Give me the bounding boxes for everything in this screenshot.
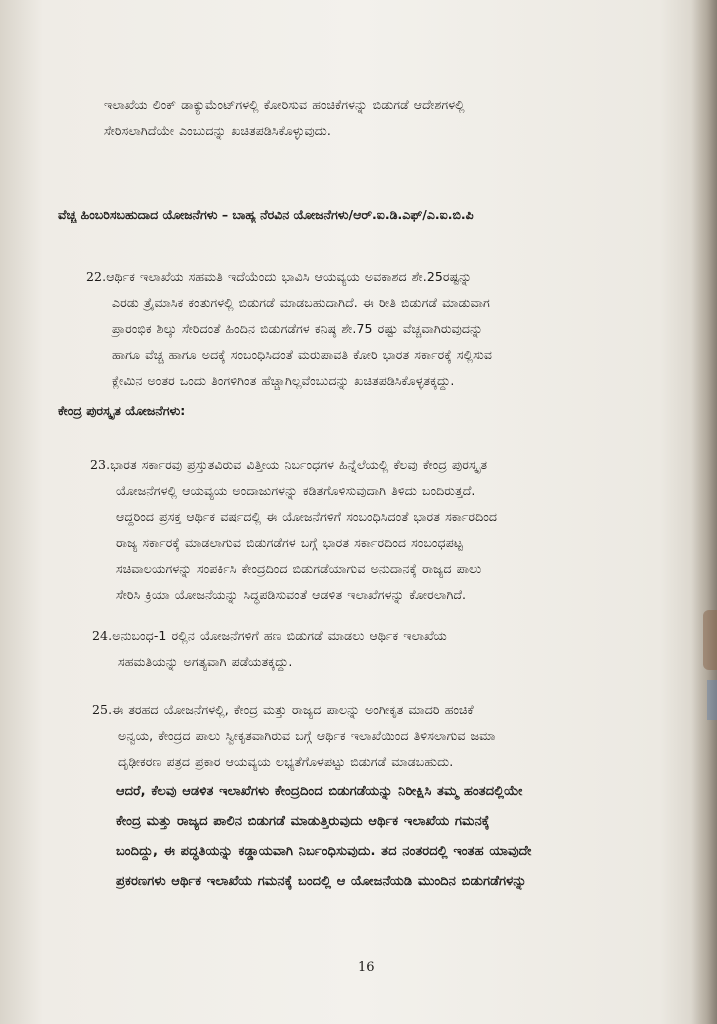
- text-line: ಸಹಮತಿಯನ್ನು ಅಗತ್ಯವಾಗಿ ಪಡೆಯತಕ್ಕದ್ದು.: [118, 654, 293, 669]
- para-number: 25.: [92, 702, 113, 717]
- text-line: ದೃಢೀಕರಣ ಪತ್ರದ ಪ್ರಕಾರ ಆಯವ್ಯಯ ಲಭ್ಯತೆಗೊಳಪಟ್ಟು ಬಿಡುಗಡೆ ಮಾಡಬಹುದು.: [118, 754, 454, 769]
- text-line: ರಾಜ್ಯ ಸರ್ಕಾರಕ್ಕೆ ಮಾಡಲಾಗುವ ಬಿಡುಗಡೆಗಳ ಬಗ್ಗೆ ಭಾರತ ಸರ್ಕಾರದಿಂದ ಸಂಬಂಧಪಟ್ಟ: [116, 535, 463, 550]
- text-line: ಪ್ರಾರಂಭಿಕ ಶಿಲ್ಕು ಸೇರಿದಂತೆ ಹಿಂದಿನ ಬಿಡುಗಡೆಗಳ ಕನಿಷ್ಠ ಶೇ.75 ರಷ್ಟು ವೆಚ್ಚವಾಗಿರುವುದನ್ನು: [112, 321, 483, 336]
- text-line: [92, 697, 682, 723]
- text-line: ಇಲಾಖೆಯ ಲಿಂಕ್ ಡಾಕ್ಯುಮೆಂಟ್‌ಗಳಲ್ಲಿ ಕೋರಿಸುವ ಹಂಚಿಕೆಗಳನ್ನು ಬಿಡುಗಡೆ ಆದೇಶಗಳಲ್ಲಿ: [104, 97, 465, 112]
- para-number: 22.: [86, 269, 107, 284]
- text-line: ಬಂದಿದ್ದು, ಈ ಪದ್ಧತಿಯನ್ನು ಕಡ್ಡಾಯವಾಗಿ ನಿರ್ಬಂಧಿಸುವುದು. ತದ ನಂತರದಲ್ಲಿ ಇಂತಹ ಯಾವುದೇ: [116, 844, 532, 859]
- text-line: ಪ್ರಕರಣಗಳು ಆರ್ಥಿಕ ಇಲಾಖೆಯ ಗಮನಕ್ಕೆ ಬಂದಲ್ಲಿ ಆ ಯೋಜನೆಯಡಿ ಮುಂದಿನ ಬಿಡುಗಡೆಗಳನ್ನು: [116, 874, 527, 889]
- page-number: 16: [358, 960, 375, 975]
- text-line: ಯೋಜನೆಗಳಲ್ಲಿ ಆಯವ್ಯಯ ಅಂದಾಜುಗಳನ್ನು ಕಡಿತಗೊಳಿಸುವುದಾಗಿ ತಿಳಿದು ಬಂದಿರುತ್ತದೆ.: [116, 483, 476, 498]
- section-heading-central-schemes: ಕೇಂದ್ರ ಪುರಸ್ಕೃತ ಯೋಜನೆಗಳು:: [58, 403, 186, 418]
- paragraph-24: [92, 623, 682, 675]
- text-line-content: ಭಾರತ ಸರ್ಕಾರವು ಪ್ರಸ್ತುತವಿರುವ ವಿತ್ತೀಯ ನಿರ್ಬಂಧಗಳ ಹಿನ್ನೆಲೆಯಲ್ಲಿ ಕೆಲವು ಕೇಂದ್ರ ಪುರಸ್ಕೃತ: [110, 457, 488, 472]
- text-line: ಸೇರಿಸಿ ಕ್ರಿಯಾ ಯೋಜನೆಯನ್ನು ಸಿದ್ಧಪಡಿಸುವಂತೆ ಆಡಳಿತ ಇಲಾಖೆಗಳನ್ನು ಕೋರಲಾಗಿದೆ.: [116, 587, 467, 602]
- text-line: ಕ್ಲೇಮಿನ ಅಂತರ ಒಂದು ತಿಂಗಳಿಗಿಂತ ಹೆಚ್ಚಾಗಿಲ್ಲವೆಂಬುದನ್ನು ಖಚಿತಪಡಿಸಿಕೊಳ್ಳತಕ್ಕದ್ದು.: [112, 373, 455, 388]
- para-number: 24.: [92, 628, 113, 643]
- background-object-2: [707, 680, 717, 720]
- paragraph-22: [86, 264, 676, 394]
- text-line: ಕೇಂದ್ರ ಮತ್ತು ರಾಜ್ಯದ ಪಾಲಿನ ಬಿಡುಗಡೆ ಮಾಡುತ್ತಿರುವುದು ಆರ್ಥಿಕ ಇಲಾಖೆಯ ಗಮನಕ್ಕೆ: [116, 814, 490, 829]
- document-page: [18, 0, 703, 1024]
- text-line: [86, 264, 676, 290]
- text-line: ಸಚಿವಾಲಯಗಳನ್ನು ಸಂಪರ್ಕಿಸಿ ಕೇಂದ್ರದಿಂದ ಬಿಡುಗಡೆಯಾಗುವ ಅನುದಾನಕ್ಕೆ ರಾಜ್ಯದ ಪಾಲು: [116, 561, 482, 576]
- paragraph-25: [92, 697, 682, 775]
- para-number: 23.: [90, 457, 111, 472]
- text-line: ಅನ್ವಯ, ಕೇಂದ್ರದ ಪಾಲು ಸ್ವೀಕೃತವಾಗಿರುವ ಬಗ್ಗೆ ಆರ್ಥಿಕ ಇಲಾಖೆಯಿಂದ ತಿಳಿಸಲಾಗುವ ಜಮಾ: [118, 728, 496, 743]
- text-line: ಸೇರಿಸಲಾಗಿದೆಯೇ ಎಂಬುದನ್ನು ಖಚಿತಪಡಿಸಿಕೊಳ್ಳುವುದು.: [104, 123, 331, 138]
- text-line: ಎರಡು ತ್ರೈಮಾಸಿಕ ಕಂತುಗಳಲ್ಲಿ ಬಿಡುಗಡೆ ಮಾಡಬಹುದಾಗಿದೆ. ಈ ರೀತಿ ಬಿಡುಗಡೆ ಮಾಡುವಾಗ: [112, 295, 490, 310]
- intro-paragraph: [104, 92, 674, 144]
- text-line-content: ಅನುಬಂಧ-1 ರಲ್ಲಿನ ಯೋಜನೆಗಳಿಗೆ ಹಣ ಬಿಡುಗಡೆ ಮಾಡಲು ಆರ್ಥಿಕ ಇಲಾಖೆಯ: [112, 628, 447, 643]
- section-heading-external-aided: ವೆಚ್ಚ ಹಿಂಬರಿಸಬಹುದಾದ ಯೋಜನೆಗಳು – ಬಾಹ್ಯ ನೆರವಿನ ಯೋಜನೆಗಳು/ಆರ್.ಐ.ಡಿ.ಎಫ್/ಎ.ಐ.ಬಿ.ಪಿ: [58, 207, 474, 222]
- text-line: ಆದ್ದರಿಂದ ಪ್ರಸಕ್ತ ಆರ್ಥಿಕ ವರ್ಷದಲ್ಲಿ ಈ ಯೋಜನೆಗಳಿಗೆ ಸಂಬಂಧಿಸಿದಂತೆ ಭಾರತ ಸರ್ಕಾರದಿಂದ: [116, 509, 498, 524]
- text-line: ಹಾಗೂ ವೆಚ್ಚ ಹಾಗೂ ಅದಕ್ಕೆ ಸಂಬಂಧಿಸಿದಂತೆ ಮರುಪಾವತಿ ಕೋರಿ ಭಾರತ ಸರ್ಕಾರಕ್ಕೆ ಸಲ್ಲಿಸುವ: [112, 347, 492, 362]
- text-line-content: ಆರ್ಥಿಕ ಇಲಾಖೆಯ ಸಹಮತಿ ಇದೆಯೆಂದು ಭಾವಿಸಿ ಆಯವ್ಯಯ ಅವಕಾಶದ ಶೇ.25ರಷ್ಟನ್ನು: [106, 269, 472, 284]
- text-line: [90, 452, 680, 478]
- background-object: [703, 610, 717, 670]
- text-line: [92, 623, 682, 649]
- text-line: ಆದರೆ, ಕೆಲವು ಆಡಳಿತ ಇಲಾಖೆಗಳು ಕೇಂದ್ರದಿಂದ ಬಿಡುಗಡೆಯನ್ನು ನಿರೀಕ್ಷಿಸಿ ತಮ್ಮ ಹಂತದಲ್ಲಿಯೇ: [116, 784, 523, 799]
- paragraph-25-bold: [116, 777, 686, 897]
- text-line-content: ಈ ತರಹದ ಯೋಜನೆಗಳಲ್ಲಿ, ಕೇಂದ್ರ ಮತ್ತು ರಾಜ್ಯದ ಪಾಲನ್ನು ಅಂಗೀಕೃತ ಮಾದರಿ ಹಂಚಿಕೆ: [112, 702, 474, 717]
- paragraph-23: [90, 452, 680, 608]
